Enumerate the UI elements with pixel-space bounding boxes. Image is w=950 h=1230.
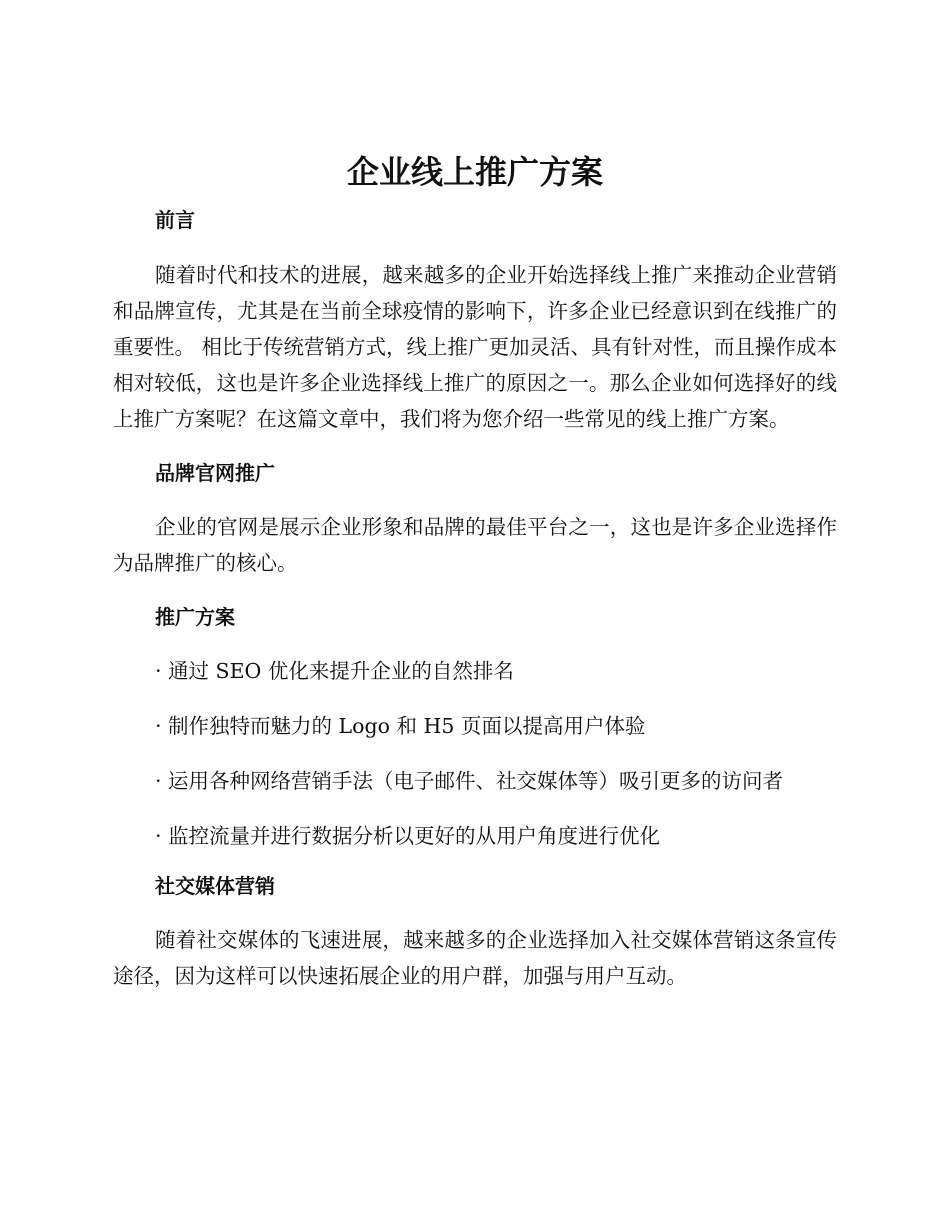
plan-bullet-list (113, 653, 837, 854)
list-item: · 运用各种网络营销手法（电子邮件、社交媒体等）吸引更多的访问者 (155, 769, 784, 793)
section-heading-social-media: 社交媒体营销 (155, 874, 275, 898)
document-body (113, 200, 837, 994)
section-heading-brand-site: 品牌官网推广 (155, 461, 275, 485)
section-heading-plan: 推广方案 (155, 605, 235, 629)
document-title: 企业线上推广方案 (346, 153, 603, 191)
section-paragraph-preface: 随着时代和技术的进展，越来越多的企业开始选择线上推广来推动企业营销和品牌宣传，尤其是在当前全球疫情的影响下，许多企业已经意识到在线推广的重要性。 相比于传统营销方式，线上推广更加灵活、具有针对性，而且操作成本相对较低，这也是许多企业选择线上推广的原因之一。那么企业如何选择好的线上推广方案呢？在这篇文章中，我们将为您介绍一些常见的线上推广方案。 (113, 263, 838, 431)
section-heading-preface: 前言 (155, 208, 195, 232)
list-item: · 制作独特而魅力的 Logo 和 H5 页面以提高用户体验 (155, 714, 646, 738)
section-paragraph-brand-site: 企业的官网是展示企业形象和品牌的最佳平台之一，这也是许多企业选择作为品牌推广的核心。 (113, 515, 837, 575)
list-item: · 通过 SEO 优化来提升企业的自然排名 (155, 659, 514, 683)
list-item: · 监控流量并进行数据分析以更好的从用户角度进行优化 (155, 824, 661, 848)
section-paragraph-social-media: 随着社交媒体的飞速进展，越来越多的企业选择加入社交媒体营销这条宣传途径，因为这样可以快速拓展企业的用户群，加强与用户互动。 (113, 928, 837, 988)
